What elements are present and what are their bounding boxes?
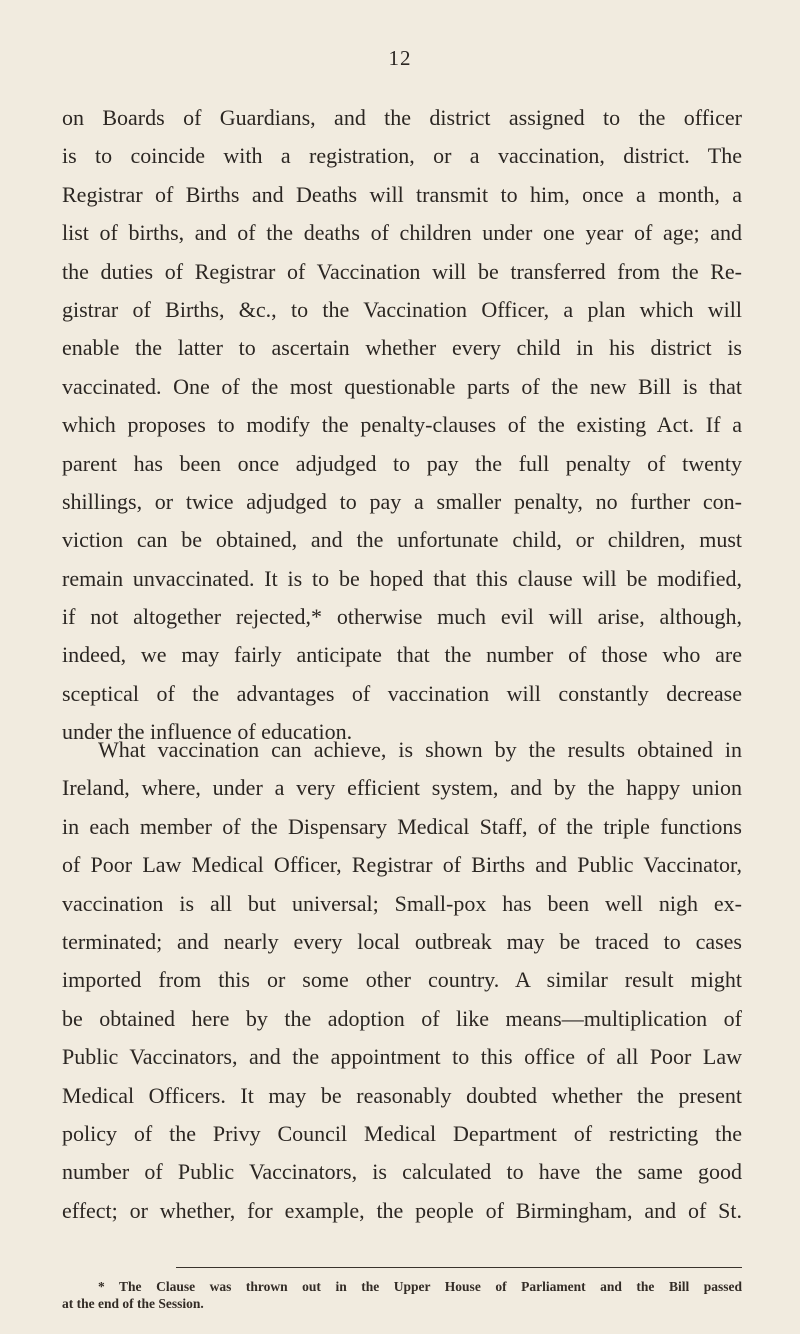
text-line: vaccination is all but universal; Small-pox has been well nigh ex- — [62, 890, 742, 916]
footnote — [62, 1278, 742, 1312]
text-line: imported from this or some other country. A similar result might — [62, 967, 742, 993]
text-line: vaccinated. One of the most questionable parts of the new Bill is that — [62, 373, 742, 399]
text-line: indeed, we may fairly anticipate that the number of those who are — [62, 642, 742, 668]
text-line: policy of the Privy Council Medical Department of restricting the — [62, 1120, 742, 1146]
paragraph-2 — [62, 731, 742, 1230]
text-line: if not altogether rejected,* otherwise much evil will arise, although, — [62, 604, 742, 630]
text-line: list of births, and of the deaths of children under one year of age; and — [62, 220, 742, 246]
text-line: in each member of the Dispensary Medical Staff, of the triple functions — [62, 813, 742, 839]
text-line: terminated; and nearly every local outbreak may be traced to cases — [62, 928, 742, 954]
text-line: effect; or whether, for example, the people of Birmingham, and of St. — [62, 1197, 742, 1223]
text-line: which proposes to modify the penalty-clauses of the existing Act. If a — [62, 412, 742, 438]
text-line: enable the latter to ascertain whether every child in his district is — [62, 335, 742, 361]
text-line: Ireland, where, under a very efficient system, and by the happy union — [62, 775, 742, 801]
page-number: 12 — [388, 46, 412, 70]
text-line: shillings, or twice adjudged to pay a smaller penalty, no further con- — [62, 488, 742, 514]
footnote-line: * The Clause was thrown out in the Upper House of Parliament and the Bill passed — [98, 1279, 742, 1294]
text-line: number of Public Vaccinators, is calculated to have the same good — [62, 1159, 742, 1185]
text-line: viction can be obtained, and the unfortunate child, or children, must — [62, 527, 742, 553]
text-line: What vaccination can achieve, is shown by the results obtained in — [98, 737, 742, 762]
paragraph-1 — [62, 99, 742, 752]
text-line: Medical Officers. It may be reasonably doubted whether the present — [62, 1082, 742, 1108]
text-line: parent has been once adjudged to pay the full penalty of twenty — [62, 450, 742, 476]
footnote-divider — [176, 1267, 742, 1268]
text-line: is to coincide with a registration, or a vaccination, district. The — [62, 143, 742, 169]
text-line: sceptical of the advantages of vaccination will constantly decrease — [62, 680, 742, 706]
text-line: gistrar of Births, &c., to the Vaccination Officer, a plan which will — [62, 296, 742, 322]
text-line: Public Vaccinators, and the appointment to this office of all Poor Law — [62, 1044, 742, 1070]
text-line: the duties of Registrar of Vaccination will be transferred from the Re- — [62, 258, 742, 284]
text-line: under the influence of education. — [62, 719, 353, 745]
text-line: be obtained here by the adoption of like means—multiplication of — [62, 1005, 742, 1031]
text-line: Registrar of Births and Deaths will transmit to him, once a month, a — [62, 181, 742, 207]
footnote-line: at the end of the Session. — [62, 1296, 204, 1311]
text-line: of Poor Law Medical Officer, Registrar of Births and Public Vaccinator, — [62, 852, 742, 878]
text-line: on Boards of Guardians, and the district assigned to the officer — [62, 105, 742, 130]
text-line: remain unvaccinated. It is to be hoped that this clause will be modified, — [62, 565, 742, 591]
